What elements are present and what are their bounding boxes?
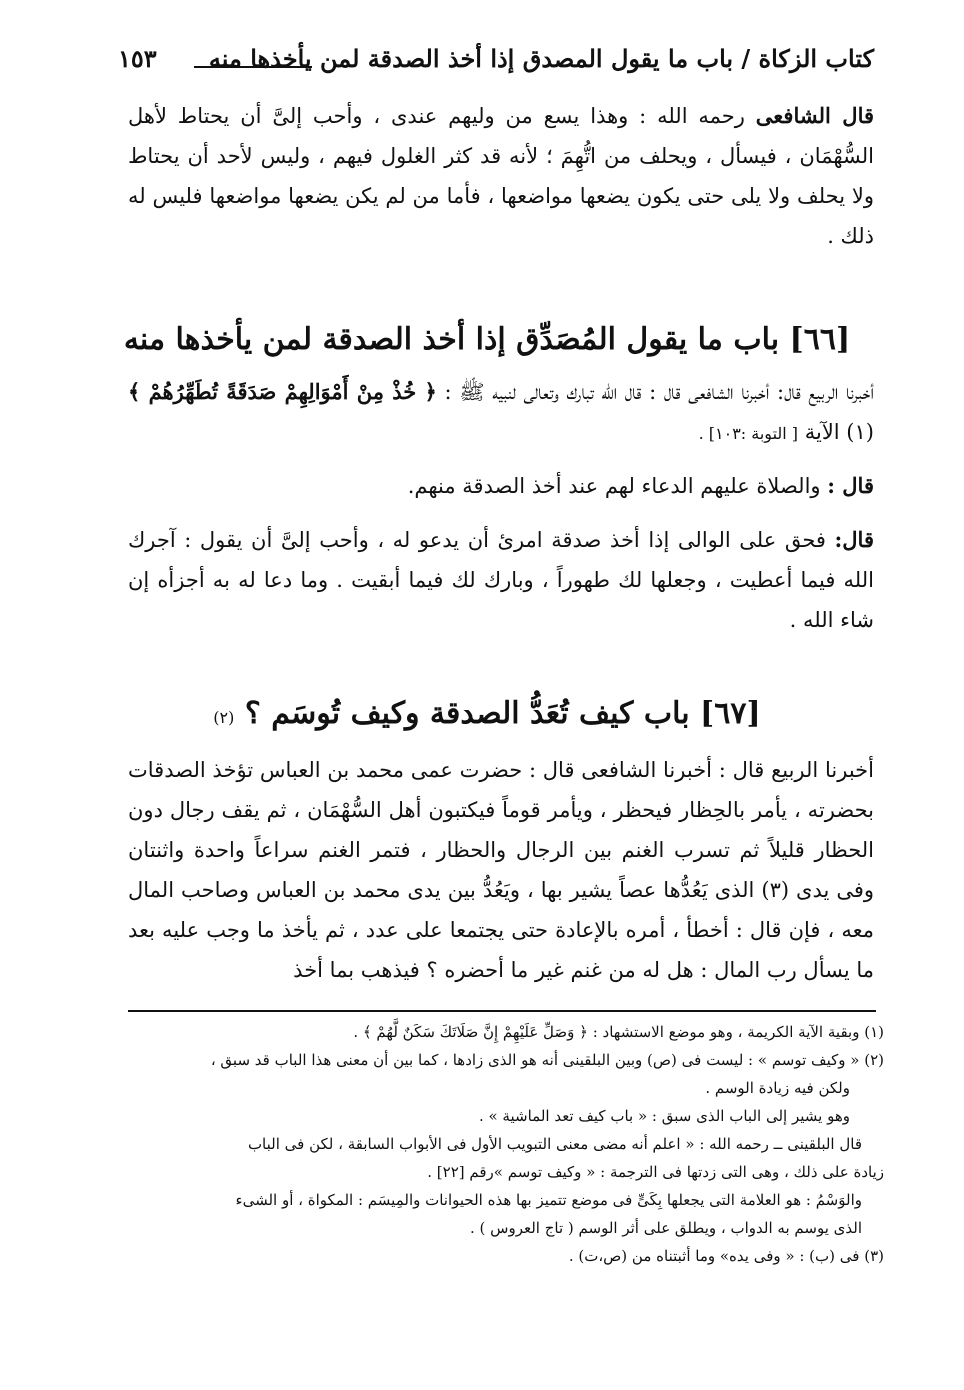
- footnote-3: (٣) فى (ب) : « وفى يده» وما أثبتناه من (ص،ت) .: [568, 1247, 884, 1265]
- s66-p1-note: (١) الآية: [798, 420, 874, 444]
- s66-quran-verse: ﴿ خُذْ مِنْ أَمْوَالِهِمْ صَدَقَةً تُطَهِّرُهُمْ ﴾: [128, 379, 437, 404]
- footnote-2-note: وهو يشير إلى الباب الذى سبق : « باب كيف تعد الماشية » .: [478, 1107, 850, 1125]
- section-66-heading: [٦٦] باب ما يقول المُصَدِّق إذا أخذ الصدقة لمن يأخذها منه: [123, 322, 851, 357]
- s66-surah-ref: [ التوبة :١٠٣] .: [698, 424, 799, 443]
- s67-p1-text: أخبرنا الربيع قال : أخبرنا الشافعى قال : حضرت عمى محمد بن العباس تؤخذ الصدقات بحضرته ، يأمر بالحِظار فيحظر ، ويأمر قوماً فيكتبون أهل السُّهْمَان ، ثم يقف رجال دون الحظار قليلاً ثم تسرب الغنم بين الرجال والحظار ، فتمر الغنم سراعاً واحدة واثنتان وفى يدى (٣) الذى يَعُدُّها عصاً يشير بها ، ويَعُدُّ بين يدى محمد بن العباس وصاحب المال معه ، فإن قال : أخطأ ، أمره بالإعادة حتى يجتمعا على عدد ، ثم يأخذ ما وجب عليه بعد ما يسأل رب المال : هل له من غنم غير ما أحضره ؟ فيذهب بما أخذ: [128, 758, 874, 982]
- intro-text: رحمه الله : وهذا يسع من وليهم عندى ، وأحب إلىَّ أن يحتاط لأهل السُّهْمَان ، فيسأل ، ويحلف من اتُّهِمَ ؛ لأنه قد كثر الغلول فيهم ، وليس لأحد أن يحتاط ولا يحلف ولا يلى حتى يكون يضعها مواضعها ، فأما من لم يكن يضعها مواضعها فليس له ذلك .: [128, 104, 874, 248]
- s66-p2-lead: قال :: [827, 473, 874, 498]
- header-rule: [194, 66, 312, 68]
- s67-heading-footnote-ref: (٢): [213, 708, 235, 727]
- section-66-para-3: [128, 520, 874, 640]
- s66-p3-text: فحق على الوالى إذا أخذ صدقة امرئ أن يدعو له ، وأحب إلىَّ أن يقول : آجرك الله فيما أعطيت ، وجعلها لك طهوراً ، وبارك لك فيما أبقيت . وما دعا له به أجزأه إن شاء الله .: [128, 528, 874, 632]
- section-67-heading: [100, 696, 874, 731]
- intro-lead: قال الشافعى: [755, 103, 875, 128]
- footnotes: [118, 1018, 884, 1270]
- footnote-2-definition-cont: الذى يوسم به الدواب ، ويطلق على أثر الوسم ( تاج العروس ) .: [470, 1219, 862, 1237]
- footnote-2-definition: والوَسْمُ : هو العلامة التى يجعلها بِكَىٍّ فى موضع تتميز بها هذه الحيوانات والمِيسَم : المكواة ، أو الشىء: [235, 1191, 862, 1209]
- s66-p3-lead: قال:: [834, 527, 874, 552]
- footnote-2-quote: قال البلقينى ــ رحمه الله : « اعلم أنه مضى معنى التبويب الأول فى الأبواب السابقة ، لكن فى الباب: [247, 1135, 862, 1153]
- page-number: ١٥٣: [118, 44, 157, 73]
- intro-paragraph: [128, 96, 874, 256]
- footnote-2-cont: ولكن فيه زيادة الوسم .: [705, 1079, 850, 1097]
- footnote-separator: [128, 1010, 876, 1012]
- running-header: [118, 40, 874, 84]
- s66-p2-text: والصلاة عليهم الدعاء لهم عند أخذ الصدقة منهم.: [407, 474, 828, 498]
- s66-p1-text: أخبرنا الربيع قال: أخبرنا الشافعى قال : قال الله تبارك وتعالى لنبيه ﷺ :: [436, 380, 874, 404]
- s67-heading-text: [٦٧] باب كيف تُعَدُّ الصدقة وكيف تُوسَم ؟: [234, 696, 761, 731]
- footnote-2-quote-cont: زيادة على ذلك ، وهى التى زدتها فى الترجمة : « وكيف توسم »رقم [٢٢] .: [427, 1163, 884, 1181]
- section-66-para-1: [128, 372, 874, 454]
- footnote-1: (١) وبقية الآية الكريمة ، وهو موضع الاستشهاد : ﴿ وَصَلِّ عَلَيْهِمْ إِنَّ صَلَاتَكَ سَكَنٌ لَّهُمْ ﴾ .: [353, 1023, 884, 1041]
- section-67-para-1: [128, 750, 874, 990]
- section-66-para-2: [128, 466, 874, 506]
- header-title: كتاب الزكاة / باب ما يقول المصدق إذا أخذ الصدقة لمن يأخذها منه: [208, 44, 874, 73]
- footnote-2: (٢) « وكيف توسم » : ليست فى (ص) وبين البلقينى أنه هو الذى زادها ، كما بين أن معنى هذا الباب قد سبق ،: [210, 1051, 884, 1069]
